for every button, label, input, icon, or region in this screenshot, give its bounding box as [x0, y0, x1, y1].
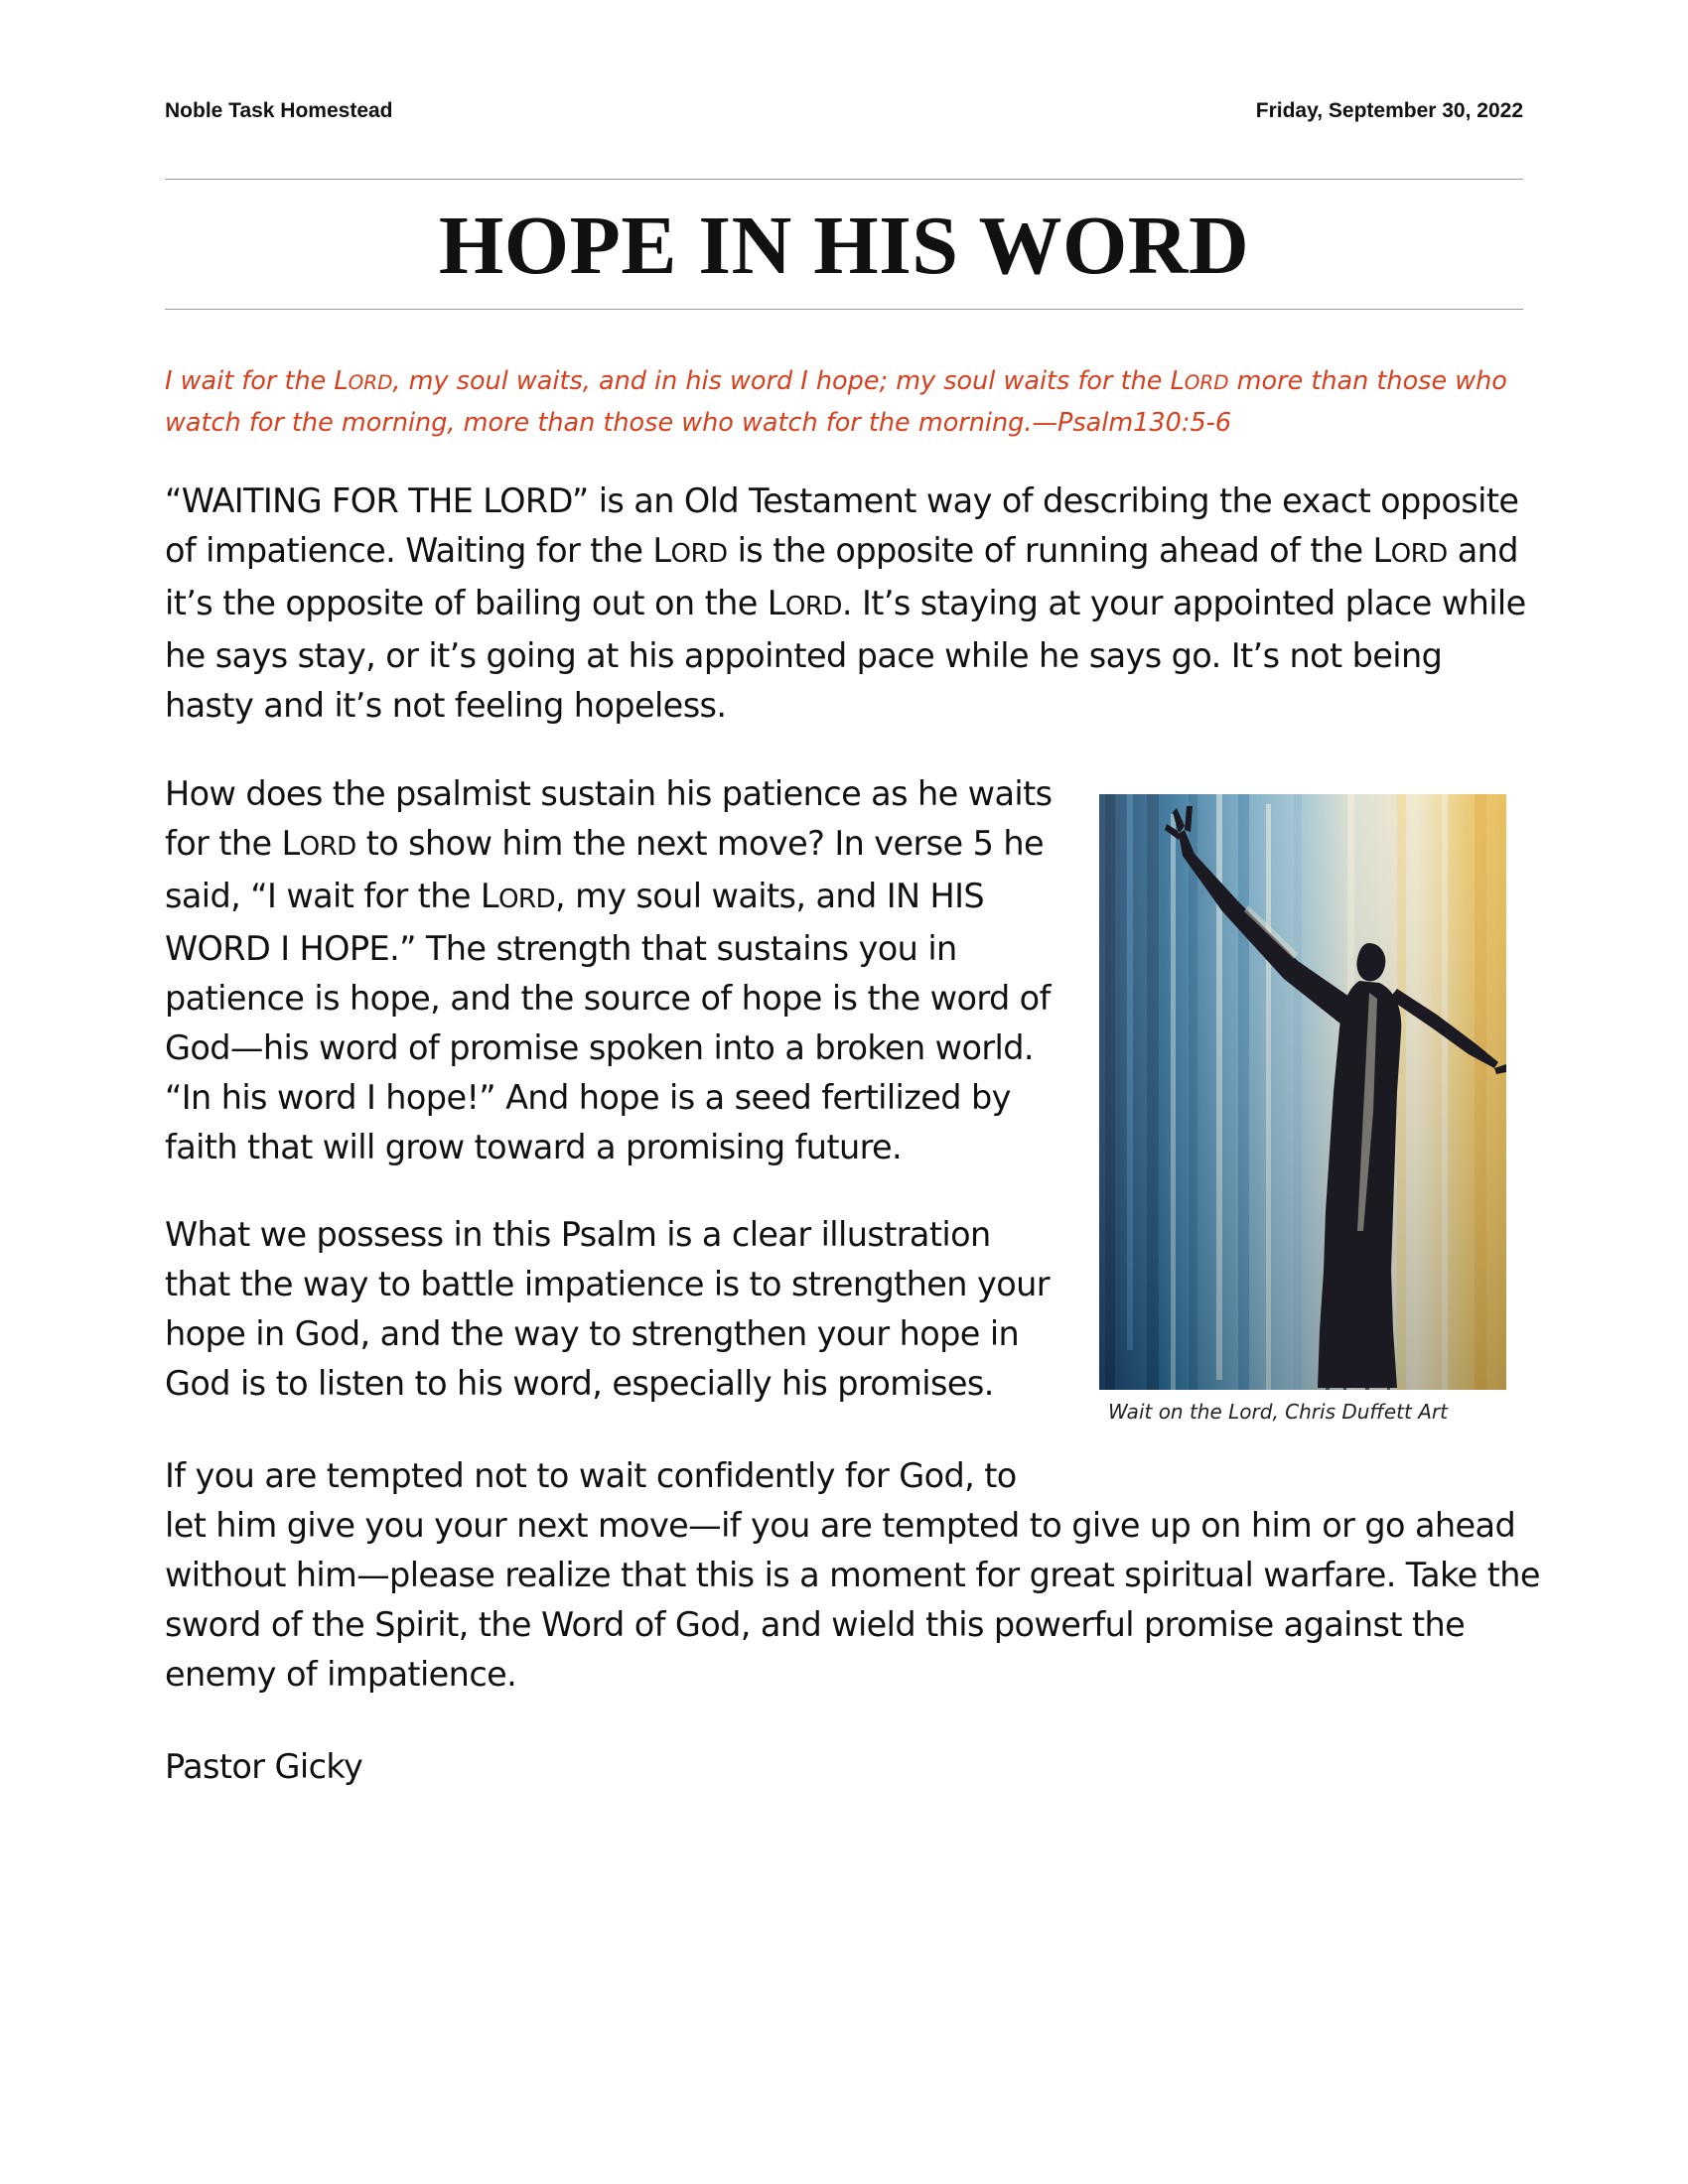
- paragraph-text: “WAITING FOR THE LORD” is an Old Testament way of describing the exact opposite of impatience. Waiting for the L: [165, 481, 1519, 570]
- publisher-name: Noble Task Homestead: [165, 99, 393, 122]
- paragraph-text: . It’s staying at your appointed place while he says stay, or it’s going at his appointed pace while he says go. It’s not being hasty and it’s not feeling hopeless.: [165, 584, 1526, 725]
- paragraph-text: How does the psalmist sustain his patience as he waits for the L: [165, 774, 1053, 863]
- signature: Pastor Gicky: [165, 1747, 363, 1786]
- paragraph-text: to show him the next move? In verse 5 he said, “I wait for the L: [165, 824, 1045, 915]
- paragraph-text: is the opposite of running ahead of the L: [727, 531, 1391, 570]
- small-caps: ORD: [299, 832, 356, 862]
- publish-date: Friday, September 30, 2022: [1255, 99, 1523, 122]
- paragraph-4: [165, 1451, 1545, 1700]
- paragraph-text: If you are tempted not to wait confidently for God, to: [165, 1456, 1017, 1495]
- small-caps: ORD: [784, 592, 842, 621]
- painting-image: [1099, 794, 1506, 1390]
- scripture-quote: [165, 361, 1523, 443]
- small-caps: ORD: [497, 885, 556, 914]
- title-rule-bottom: [165, 309, 1523, 310]
- verse-small-caps: ORD: [348, 371, 393, 394]
- paragraph-text: , my soul waits, and IN HIS WORD I HOPE.” The strength that sustains you in patience is hope, and the source of hope is the word of God—his word of promise spoken into a broken world. “In his word I hope!” And hope is a seed fertilized by faith that will grow toward a promising future.: [165, 877, 1051, 1166]
- image-caption: Wait on the Lord, Chris Duffett Art: [1108, 1400, 1448, 1424]
- paragraph-3: What we possess in this Psalm is a clear illustration that the way to battle impatience is to strengthen your hope in God, and the way to strengthen your hope in God is to listen to his word, especially his promises.: [165, 1215, 1050, 1403]
- page-title: HOPE IN HIS WORD: [438, 200, 1250, 292]
- verse-text: more than those who watch for the morning, more than those who watch for the morning.—Psalm130:5-6: [165, 366, 1507, 438]
- paragraph-text: let him give you your next move—if you are tempted to give up on him or go ahead without him—please realize that this is a moment for great spiritual warfare. Take the sword of the Spirit, the Word of God, and wield this powerful promise against the enemy of impatience.: [165, 1506, 1540, 1694]
- paragraph-1: [165, 477, 1535, 731]
- small-caps: ORD: [670, 539, 728, 569]
- paragraph-2: [165, 769, 1058, 1172]
- verse-text: , my soul waits, and in his word I hope; my soul waits for the L: [392, 366, 1185, 396]
- title-rule-top: [165, 179, 1523, 180]
- verse-text: I wait for the L: [165, 366, 349, 396]
- page-header: [165, 99, 1523, 123]
- paragraph-text: and it’s the opposite of bailing out on the L: [165, 531, 1518, 622]
- verse-small-caps: ORD: [1184, 371, 1229, 394]
- painting-figure-icon: [1099, 794, 1506, 1390]
- small-caps: ORD: [1390, 539, 1448, 569]
